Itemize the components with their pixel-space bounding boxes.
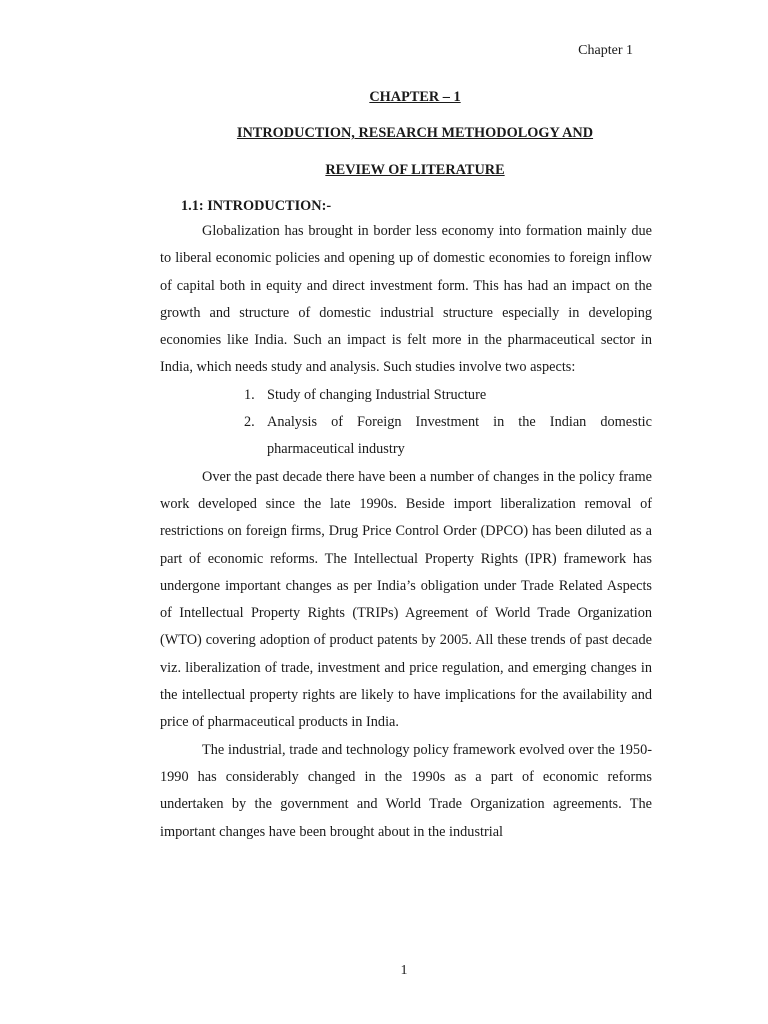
section-heading: 1.1: INTRODUCTION:- xyxy=(181,198,332,214)
list-item xyxy=(244,382,652,409)
running-header: Chapter 1 xyxy=(578,43,633,58)
list-item-text: Study of changing Industrial Structure xyxy=(267,386,487,403)
paragraph-policy-framework: The industrial, trade and technology policy framework evolved over the 1950-1990 has considerably changed in the 1990s as a part of economic reforms undertaken by the government and World Trade Organization agreements. The important changes have been brought about in the industrial xyxy=(160,741,652,840)
chapter-subtitle-line-2: REVIEW OF LITERATURE xyxy=(325,162,505,178)
chapter-subtitle-line-1: INTRODUCTION, RESEARCH METHODOLOGY AND xyxy=(236,125,594,141)
paragraph-policy-changes: Over the past decade there have been a number of changes in the policy frame work developed since the late 1990s. Beside import liberalization removal of restrictions on foreign firms, Drug Price Control Order (DPCO) has been diluted as a part of economic reforms. The Intellectual Property Rights (IPR) framework has undergone important changes as per India’s obligation under Trade Related Aspects of Intellectual Property Rights (TRIPs) Agreement of World Trade Organization (WTO) covering adoption of product patents by 2005. All these trends of past decade viz. liberalization of trade, investment and price regulation, and emerging changes in the intellectual property rights are likely to have implications for the availability and price of pharmaceutical products in India. xyxy=(160,468,652,731)
list-item-number: 1. xyxy=(244,386,255,403)
paragraph-globalization: Globalization has brought in border less economy into formation mainly due to liberal economic policies and opening up of domestic economies to foreign inflow of capital both in equity and direct investment form. This has had an impact on the growth and structure of domestic industrial structure especially in developing economies like India. Such an impact is felt more in the pharmaceutical sector in India, which needs study and analysis. Such studies involve two aspects: xyxy=(160,223,652,376)
list-item xyxy=(244,409,652,464)
list-item-number: 2. xyxy=(244,414,255,431)
chapter-title: CHAPTER – 1 xyxy=(369,89,461,105)
page-number: 1 xyxy=(400,963,408,978)
aspects-list xyxy=(160,382,652,464)
list-item-text: Analysis of Foreign Investment in the Indian domestic pharmaceutical industry xyxy=(267,414,652,458)
body-text xyxy=(160,218,652,846)
